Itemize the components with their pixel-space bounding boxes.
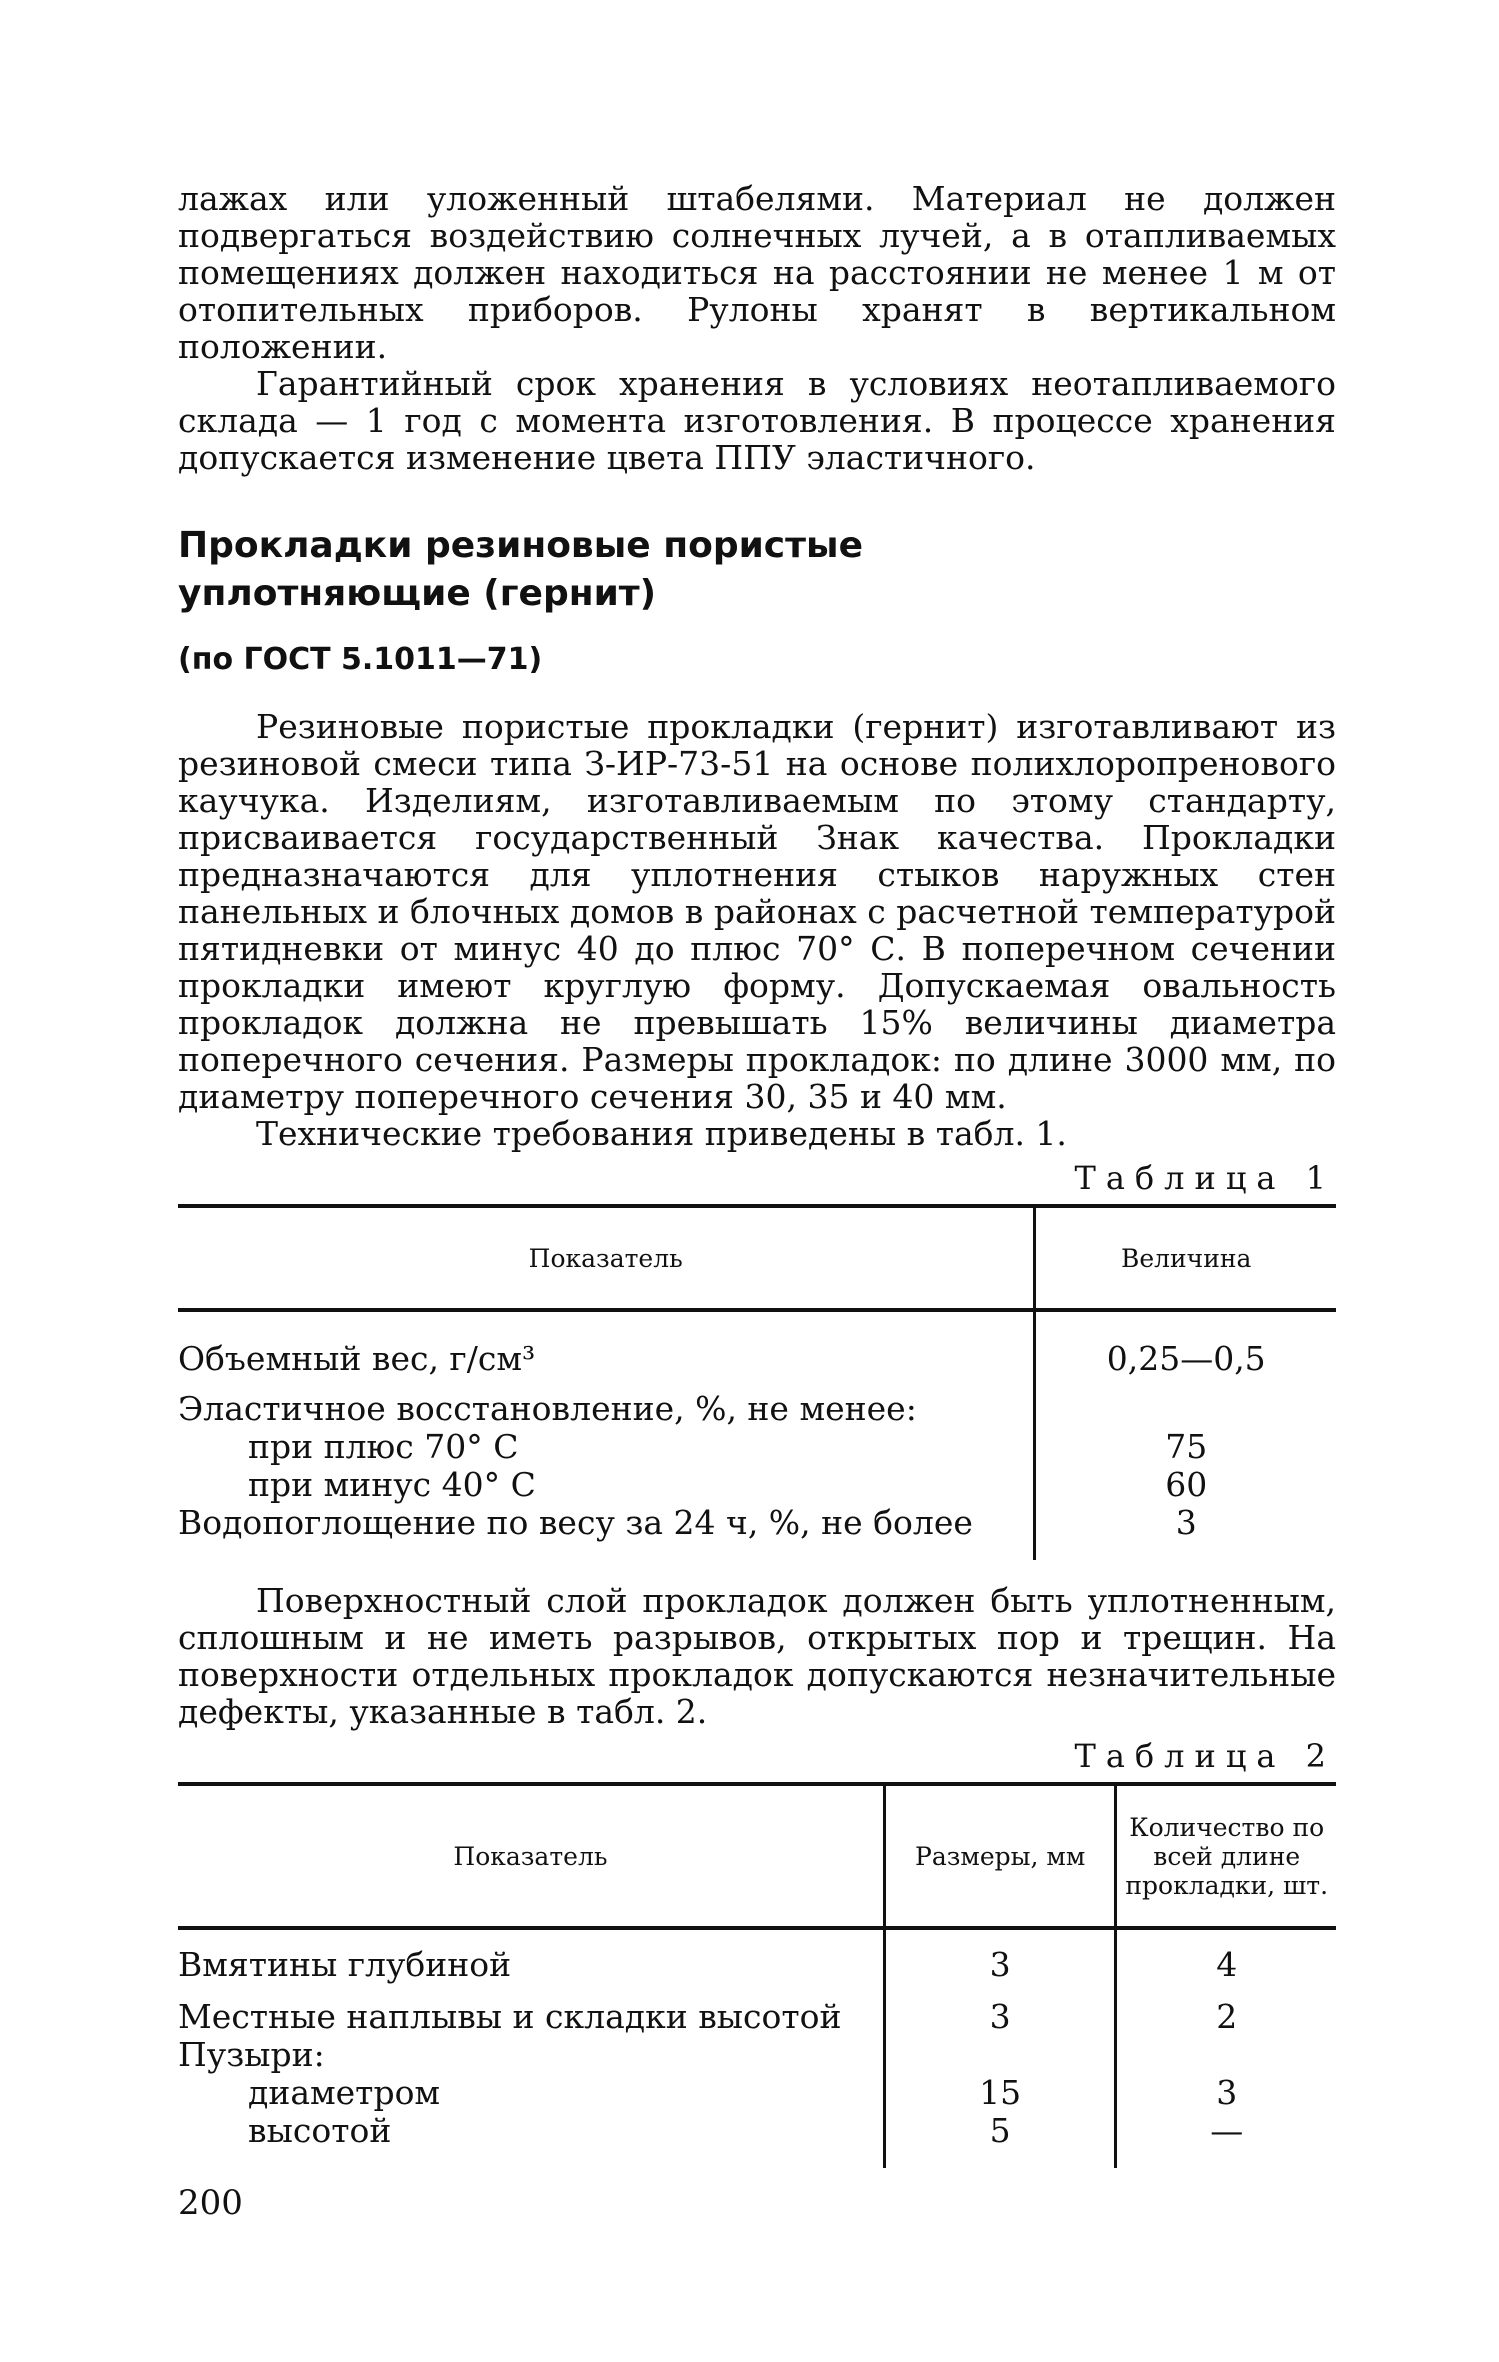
table-row [178,1928,1336,1984]
table2-header-indicator: Показатель [453,1841,608,1871]
table-row [178,1310,1336,1378]
table2-cell-label: Вмятины глубиной [178,1945,512,1984]
table-row [178,2036,1336,2074]
table2-cell-size: 15 [884,2074,1116,2112]
table2-cell-size: 5 [884,2112,1116,2168]
page-number: 200 [178,2183,243,2223]
table1-header-value: Величина [1035,1206,1336,1310]
table2-cell-count: 3 [1116,2074,1336,2112]
table-row [178,1466,1336,1504]
table2 [178,1782,1336,2168]
table1 [178,1204,1336,1560]
table1-cell-label: Объемный вес, г/см³ [178,1339,536,1378]
table1-cell-value: 3 [1035,1504,1336,1560]
table1-caption: Таблица 1 [1074,1159,1336,1197]
table-row [178,1378,1336,1428]
table2-cell-count: 2 [1116,1984,1336,2036]
table1-cell-label: при плюс 70° С [248,1427,519,1466]
table2-header-row [178,1784,1336,1928]
table2-header-size: Размеры, мм [884,1784,1116,1928]
section-paragraph-2: Технические требования приведены в табл. 1. [256,1114,1067,1153]
table1-cell-value: 75 [1035,1428,1336,1466]
table2-header-count: Количество по всей длине прокладки, шт. [1116,1784,1336,1928]
table2-cell-label: высотой [248,2111,392,2150]
table2-cell-count: 4 [1116,1928,1336,1984]
table1-cell-label: при минус 40° С [248,1465,536,1504]
table2-cell-label: Местные наплывы и складки высотой [178,1997,842,2036]
section-title-line-1: Прокладки резиновые пористые [178,525,863,566]
table2-cell-size: 3 [884,1984,1116,2036]
table2-cell-count [1116,2036,1336,2074]
table1-cell-value [1035,1378,1336,1428]
intro-paragraph-2: Гарантийный срок хранения в условиях неотапливаемого склада — 1 год с момента изготовления. В процессе хранения допускается изменение цвета ППУ эластичного. [178,364,1336,477]
table1-cell-value: 0,25—0,5 [1035,1310,1336,1378]
table1-header-indicator: Показатель [528,1243,683,1273]
page-body [178,180,1336,2168]
table1-cell-value: 60 [1035,1466,1336,1504]
table1-header-row [178,1206,1336,1310]
table2-cell-size: 3 [884,1928,1116,1984]
section-title [178,522,1336,618]
table1-cell-label: Эластичное восстановление, %, не менее: [178,1389,917,1428]
table-row [178,2074,1336,2112]
table-row [178,1504,1336,1560]
section-paragraph-1: Резиновые пористые прокладки (гернит) изготавливают из резиновой смеси типа З-ИР-73-51 на основе полихлоропренового каучука. Изделиям, изготавливаемым по этому стандарту, присваивается государственный Знак качества. Прокладки предназначаются для уплотнения стыков наружных стен панельных и блочных домов в районах с расчетной температурой пятидневки от минус 40 до плюс 70° С. В поперечном сечении прокладки имеют круглую форму. Допускаемая овальность прокладок должна не превышать 15% величины диаметра поперечного сечения. Размеры прокладок: по длине 3000 мм, по диаметру поперечного сечения 30, 35 и 40 мм. [178,707,1336,1116]
table2-cell-label: Пузыри: [178,2035,325,2074]
table-row [178,2112,1336,2168]
intro-paragraph-1: лажах или уложенный штабелями. Материал не должен подвергаться воздействию солнечных лучей, а в отапливаемых помещениях должен находиться на расстоянии не менее 1 м от отопительных приборов. Рулоны хранят в вертикальном положении. [178,179,1336,366]
table2-cell-count: — [1116,2112,1336,2168]
table2-cell-label: диаметром [248,2073,441,2112]
section-standard: (по ГОСТ 5.1011—71) [178,642,543,677]
table-row [178,1984,1336,2036]
table1-cell-label: Водопоглощение по весу за 24 ч, %, не более [178,1503,973,1542]
section-paragraph-3: Поверхностный слой прокладок должен быть уплотненным, сплошным и не иметь разрывов, открытых пор и трещин. На поверхности отдельных прокладок допускаются незначительные дефекты, указанные в табл. 2. [178,1581,1336,1731]
table2-cell-size [884,2036,1116,2074]
table2-caption: Таблица 2 [1074,1737,1336,1775]
section-title-line-2: уплотняющие (гернит) [178,573,657,614]
table-row [178,1428,1336,1466]
